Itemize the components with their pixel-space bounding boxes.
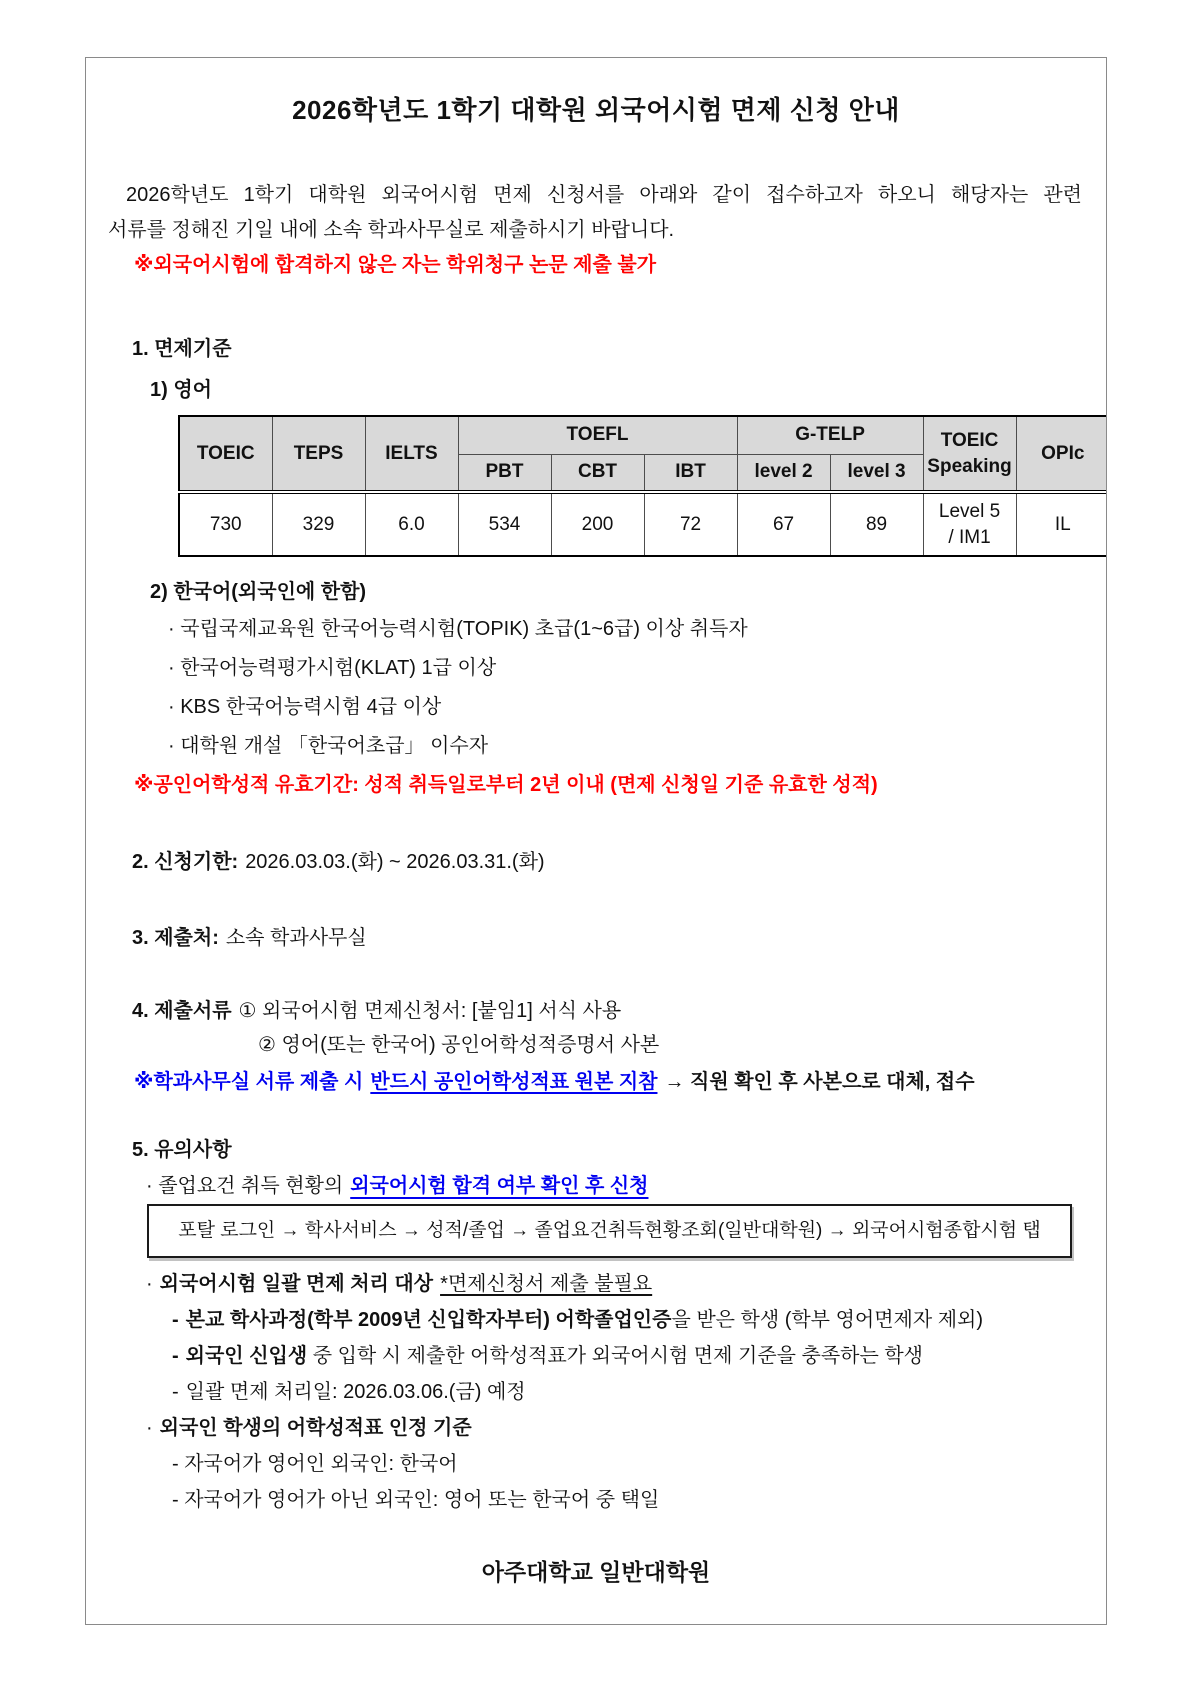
foreign-transcript-item [108, 1410, 1084, 1446]
bulk-sub-foreign-freshman-bold: 외국인 신입생 [185, 1345, 308, 1367]
issuer-signature: 아주대학교 일반대학원 [481, 1559, 711, 1585]
header-toeic-speaking-line2: Speaking [927, 455, 1012, 477]
section-4-documents [108, 994, 1084, 1028]
header-toefl: TOEFL [458, 416, 737, 454]
bulk-exemption-title: 외국어시험 일괄 면제 처리 대상 [159, 1273, 434, 1295]
foreign-transcript-bullet: · [146, 1417, 153, 1439]
section-1-heading: 1. 면제기준 [132, 338, 232, 360]
korean-criteria-kbs: · KBS 한국어능력시험 4급 이상 [168, 696, 442, 718]
submit-to-label: 3. 제출처: [132, 927, 219, 949]
original-transcript-note-prefix: ※학과사무실 서류 제출 시 [134, 1071, 364, 1093]
header-gtelp-level3: level 3 [830, 454, 923, 492]
section-1-english-heading: 1) 영어 [150, 379, 212, 401]
section-2-deadline [108, 844, 1084, 880]
original-transcript-note-underlined: 반드시 공인어학성적표 원본 지참 [370, 1071, 658, 1093]
bulk-exemption-no-form-note: *면제신청서 제출 불필요 [440, 1273, 653, 1295]
section-3-submit-to [108, 920, 1084, 956]
korean-criteria-topik: · 국립국제교육원 한국어능력시험(TOPIK) 초급(1~6급) 이상 취득자 [168, 618, 748, 640]
exam-fail-warning: ※외국어시험에 합격하지 않은 자는 학위청구 논문 제출 불가 [134, 254, 657, 276]
header-toeic: TOEIC [179, 416, 272, 492]
korean-criteria-klat: · 한국어능력평가시험(KLAT) 1급 이상 [168, 657, 497, 679]
header-gtelp-level2: level 2 [737, 454, 830, 492]
value-toeic-speaking [923, 492, 1016, 556]
value-toeic-speaking-line2: / IM1 [948, 526, 991, 548]
documents-label: 4. 제출서류 [132, 1000, 232, 1022]
korean-criteria-course: · 대학원 개설 「한국어초급」 이수자 [168, 735, 489, 757]
pass-check-item [108, 1168, 1084, 1204]
portal-path-box: 포탈 로그인 → 학사서비스 → 성적/졸업 → 졸업요건취득현황조회(일반대학원) → 외국어시험종합시험 탭 [147, 1204, 1072, 1258]
bulk-sub-undergrad-dash: - [172, 1309, 179, 1331]
pass-check-prefix: · 졸업요건 취득 현황의 [146, 1175, 344, 1197]
header-opic: OPIc [1016, 416, 1107, 492]
bulk-sub-undergrad-bold: 본교 학사과정(학부 2009년 신입학자부터) 어학졸업인증 [185, 1309, 672, 1331]
english-score-table [178, 415, 1107, 557]
header-ielts: IELTS [365, 416, 458, 492]
korean-criteria-list [108, 611, 1084, 765]
value-opic: IL [1016, 492, 1107, 556]
header-toefl-pbt: PBT [458, 454, 551, 492]
bulk-exemption-bullet: · [146, 1273, 153, 1295]
value-ielts: 6.0 [365, 492, 458, 556]
value-toefl-cbt: 200 [551, 492, 644, 556]
deadline-value: 2026.03.03.(화) ~ 2026.03.31.(화) [245, 851, 545, 873]
header-toefl-cbt: CBT [551, 454, 644, 492]
score-validity-warning: ※공인어학성적 유효기간: 성적 취득일로부터 2년 이내 (면제 신청일 기준 유효한 성적) [134, 774, 878, 796]
section-1-korean-heading: 2) 한국어(외국인에 한함) [150, 581, 367, 603]
header-toeic-speaking [923, 416, 1016, 492]
bulk-sub-process-date-dash: - [172, 1381, 179, 1403]
foreign-sub-non-english-native: - 자국어가 영어가 아닌 외국인: 영어 또는 한국어 중 택일 [172, 1489, 660, 1511]
header-toeic-speaking-line1: TOEIC [940, 429, 999, 451]
bulk-sub-process-date [108, 1374, 1084, 1410]
bulk-sub-undergrad-rest: 을 받은 학생 (학부 영어면제자 제외) [671, 1309, 984, 1331]
bulk-exemption-item [108, 1266, 1084, 1302]
section-5-heading: 5. 유의사항 [132, 1139, 232, 1161]
deadline-label: 2. 신청기한: [132, 851, 239, 873]
value-toefl-pbt: 534 [458, 492, 551, 556]
page-border-frame [85, 57, 1107, 1625]
english-score-table-wrap [178, 415, 1084, 557]
bulk-sub-process-date-rest: 일괄 면제 처리일: 2026.03.06.(금) 예정 [185, 1381, 526, 1403]
documents-item-1: ① 외국어시험 면제신청서: [붙임1] 서식 사용 [238, 1000, 622, 1022]
score-row [179, 492, 1107, 556]
bulk-sub-foreign-freshman-rest: 중 입학 시 제출한 어학성적표가 외국어시험 면제 기준을 충족하는 학생 [307, 1345, 924, 1367]
foreign-sub-english-native: - 자국어가 영어인 외국인: 한국어 [172, 1453, 458, 1475]
foreign-transcript-title: 외국인 학생의 어학성적표 인정 기준 [159, 1417, 472, 1439]
intro-line-1: 2026학년도 1학기 대학원 외국어시험 면제 신청서를 아래와 같이 접수하고자 하오니 해당자는 관련 [126, 184, 1082, 206]
documents-item-2: ② 영어(또는 한국어) 공인어학성적증명서 사본 [258, 1034, 660, 1056]
value-toeic-speaking-line1: Level 5 [938, 500, 1001, 522]
page-title: 2026학년도 1학기 대학원 외국어시험 면제 신청 안내 [292, 95, 900, 125]
value-teps: 329 [272, 492, 365, 556]
header-toefl-ibt: IBT [644, 454, 737, 492]
bulk-sub-undergrad [108, 1302, 1084, 1338]
value-gtelp-level3: 89 [830, 492, 923, 556]
header-teps: TEPS [272, 416, 365, 492]
header-gtelp: G-TELP [737, 416, 923, 454]
value-toefl-ibt: 72 [644, 492, 737, 556]
intro-line-2: 서류를 정해진 기일 내에 소속 학과사무실로 제출하시기 바랍니다. [108, 219, 675, 241]
pass-check-link: 외국어시험 합격 여부 확인 후 신청 [350, 1175, 649, 1197]
submit-to-value: 소속 학과사무실 [225, 927, 367, 949]
intro-paragraph [108, 178, 1084, 283]
bulk-sub-foreign-freshman [108, 1338, 1084, 1374]
original-transcript-note-suffix: → 직원 확인 후 사본으로 대체, 접수 [664, 1071, 975, 1093]
bulk-sub-foreign-freshman-dash: - [172, 1345, 179, 1367]
original-transcript-note [108, 1064, 1084, 1100]
value-gtelp-level2: 67 [737, 492, 830, 556]
value-toeic: 730 [179, 492, 272, 556]
